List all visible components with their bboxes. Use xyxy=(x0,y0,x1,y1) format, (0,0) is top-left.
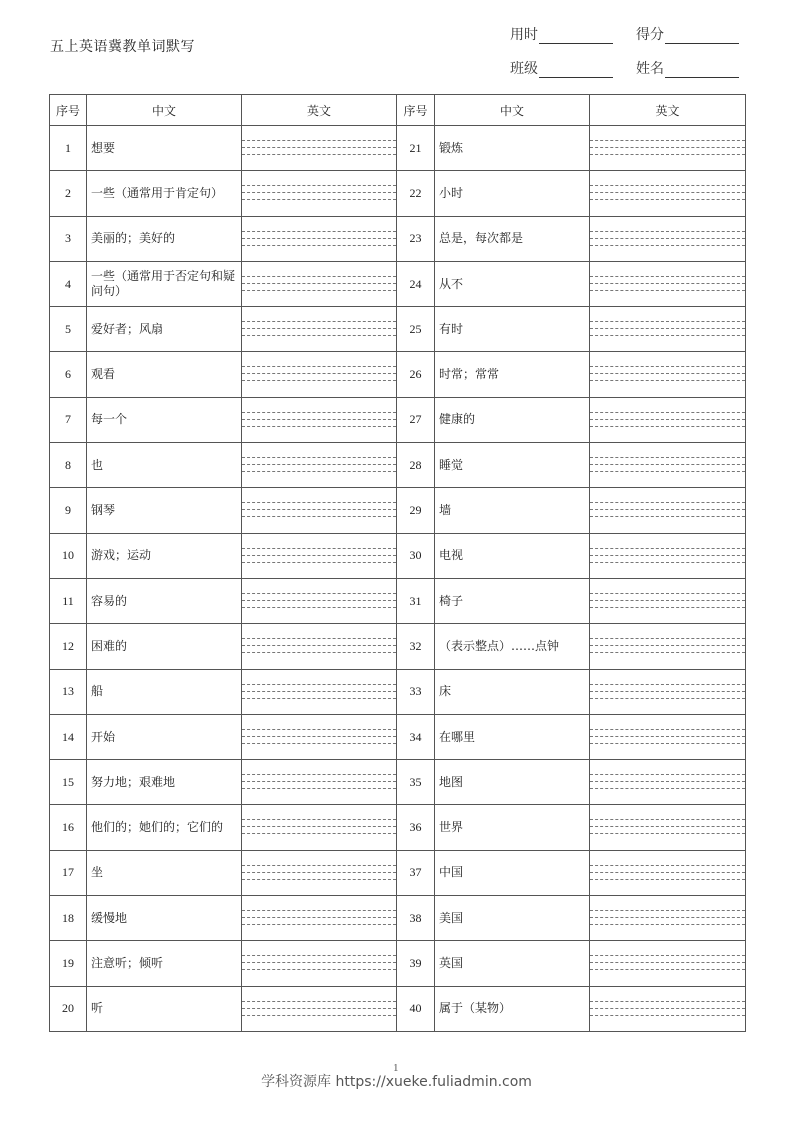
writing-guide-line xyxy=(590,729,745,730)
english-answer-blank[interactable] xyxy=(590,805,746,850)
chinese-meaning: 小时 xyxy=(435,171,590,216)
writing-guide-line xyxy=(590,1001,745,1002)
header-chinese-right: 中文 xyxy=(435,95,590,126)
chinese-meaning: 有时 xyxy=(435,307,590,352)
writing-guide-line xyxy=(242,962,396,963)
writing-guide-line xyxy=(590,471,745,472)
chinese-meaning: 钢琴 xyxy=(87,488,242,533)
writing-guide-line xyxy=(590,245,745,246)
english-answer-blank[interactable] xyxy=(242,443,397,488)
writing-guide-line xyxy=(590,826,745,827)
chinese-meaning: 锻炼 xyxy=(435,126,590,171)
english-answer-blank[interactable] xyxy=(590,126,746,171)
english-answer-blank[interactable] xyxy=(590,714,746,759)
english-answer-blank[interactable] xyxy=(590,850,746,895)
writing-guide-line xyxy=(242,192,396,193)
writing-guide-line xyxy=(242,321,396,322)
chinese-meaning: 坐 xyxy=(87,850,242,895)
english-answer-blank[interactable] xyxy=(590,171,746,216)
writing-guide-line xyxy=(242,276,396,277)
table-row xyxy=(50,578,746,623)
writing-guide-line xyxy=(590,684,745,685)
chinese-meaning: 中国 xyxy=(435,850,590,895)
writing-guide-line xyxy=(590,516,745,517)
time-blank[interactable] xyxy=(539,29,613,44)
writing-guide-line xyxy=(242,917,396,918)
writing-guide-line xyxy=(590,607,745,608)
item-number: 11 xyxy=(50,578,87,623)
english-answer-blank[interactable] xyxy=(590,669,746,714)
writing-guide-line xyxy=(242,645,396,646)
item-number: 6 xyxy=(50,352,87,397)
writing-guide-line xyxy=(242,366,396,367)
page-number: 1 xyxy=(393,1062,399,1074)
item-number: 15 xyxy=(50,760,87,805)
chinese-meaning: 美丽的；美好的 xyxy=(87,216,242,261)
writing-guide-line xyxy=(242,199,396,200)
writing-guide-line xyxy=(242,743,396,744)
writing-guide-line xyxy=(590,555,745,556)
table-row xyxy=(50,126,746,171)
writing-guide-line xyxy=(242,698,396,699)
name-label: 姓名 xyxy=(636,61,664,77)
writing-guide-line xyxy=(590,872,745,873)
chinese-meaning: （表示整点）……点钟 xyxy=(435,624,590,669)
writing-guide-line xyxy=(242,774,396,775)
writing-guide-line xyxy=(242,562,396,563)
writing-guide-line xyxy=(242,826,396,827)
english-answer-blank[interactable] xyxy=(242,624,397,669)
chinese-meaning: 船 xyxy=(87,669,242,714)
table-row xyxy=(50,669,746,714)
chinese-meaning: 英国 xyxy=(435,941,590,986)
item-number: 24 xyxy=(397,261,435,306)
chinese-meaning: 也 xyxy=(87,443,242,488)
writing-guide-line xyxy=(242,910,396,911)
item-number: 28 xyxy=(397,443,435,488)
writing-guide-line xyxy=(242,955,396,956)
writing-guide-line xyxy=(590,962,745,963)
writing-guide-line xyxy=(590,457,745,458)
chinese-meaning: 在哪里 xyxy=(435,714,590,759)
table-row xyxy=(50,760,746,805)
item-number: 29 xyxy=(397,488,435,533)
chinese-meaning: 游戏；运动 xyxy=(87,533,242,578)
writing-guide-line xyxy=(242,516,396,517)
class-field xyxy=(510,58,613,78)
table-row xyxy=(50,171,746,216)
item-number: 18 xyxy=(50,896,87,941)
vocabulary-table xyxy=(49,94,746,1032)
english-answer-blank[interactable] xyxy=(590,986,746,1031)
footer xyxy=(0,1071,793,1091)
item-number: 5 xyxy=(50,307,87,352)
chinese-meaning: 注意听；倾听 xyxy=(87,941,242,986)
writing-guide-line xyxy=(242,412,396,413)
chinese-meaning: 困难的 xyxy=(87,624,242,669)
writing-guide-line xyxy=(590,955,745,956)
chinese-meaning: 健康的 xyxy=(435,397,590,442)
item-number: 13 xyxy=(50,669,87,714)
item-number: 19 xyxy=(50,941,87,986)
chinese-meaning: 爱好者；风扇 xyxy=(87,307,242,352)
score-blank[interactable] xyxy=(665,29,739,44)
writing-guide-line xyxy=(590,924,745,925)
chinese-meaning: 椅子 xyxy=(435,578,590,623)
writing-guide-line xyxy=(242,865,396,866)
writing-guide-line xyxy=(590,562,745,563)
english-answer-blank[interactable] xyxy=(242,669,397,714)
writing-guide-line xyxy=(590,185,745,186)
table-row xyxy=(50,941,746,986)
writing-guide-line xyxy=(242,781,396,782)
chinese-meaning: 想要 xyxy=(87,126,242,171)
english-answer-blank[interactable] xyxy=(242,216,397,261)
writing-guide-line xyxy=(590,645,745,646)
writing-guide-line xyxy=(242,154,396,155)
writing-guide-line xyxy=(242,283,396,284)
table-row xyxy=(50,397,746,442)
writing-guide-line xyxy=(242,593,396,594)
score-label: 得分 xyxy=(636,27,664,43)
english-answer-blank[interactable] xyxy=(590,216,746,261)
header-chinese-left: 中文 xyxy=(87,95,242,126)
english-answer-blank[interactable] xyxy=(242,714,397,759)
writing-guide-line xyxy=(590,373,745,374)
writing-guide-line xyxy=(590,328,745,329)
item-number: 35 xyxy=(397,760,435,805)
header-english-left: 英文 xyxy=(242,95,397,126)
writing-guide-line xyxy=(590,743,745,744)
name-field xyxy=(636,58,739,78)
writing-guide-line xyxy=(242,1015,396,1016)
chinese-meaning: 墙 xyxy=(435,488,590,533)
writing-guide-line xyxy=(242,231,396,232)
writing-guide-line xyxy=(590,548,745,549)
writing-guide-line xyxy=(590,290,745,291)
writing-guide-line xyxy=(242,1008,396,1009)
table-row xyxy=(50,488,746,533)
writing-guide-line xyxy=(590,879,745,880)
table-row xyxy=(50,896,746,941)
english-answer-blank[interactable] xyxy=(242,171,397,216)
writing-guide-line xyxy=(590,154,745,155)
table-row xyxy=(50,307,746,352)
chinese-meaning: 每一个 xyxy=(87,397,242,442)
item-number: 21 xyxy=(397,126,435,171)
score-field xyxy=(636,24,739,44)
writing-guide-line xyxy=(242,548,396,549)
writing-guide-line xyxy=(242,969,396,970)
item-number: 23 xyxy=(397,216,435,261)
writing-guide-line xyxy=(242,652,396,653)
writing-guide-line xyxy=(590,192,745,193)
item-number: 34 xyxy=(397,714,435,759)
table-row xyxy=(50,805,746,850)
english-answer-blank[interactable] xyxy=(242,533,397,578)
english-answer-blank[interactable] xyxy=(242,578,397,623)
writing-guide-line xyxy=(590,865,745,866)
item-number: 12 xyxy=(50,624,87,669)
writing-guide-line xyxy=(242,684,396,685)
english-answer-blank[interactable] xyxy=(242,352,397,397)
chinese-meaning: 努力地；艰难地 xyxy=(87,760,242,805)
writing-guide-line xyxy=(590,600,745,601)
writing-guide-line xyxy=(590,1008,745,1009)
class-label: 班级 xyxy=(510,61,538,77)
item-number: 20 xyxy=(50,986,87,1031)
item-number: 3 xyxy=(50,216,87,261)
english-answer-blank[interactable] xyxy=(590,488,746,533)
writing-guide-line xyxy=(590,283,745,284)
item-number: 14 xyxy=(50,714,87,759)
table-row xyxy=(50,624,746,669)
writing-guide-line xyxy=(242,140,396,141)
english-answer-blank[interactable] xyxy=(242,126,397,171)
english-answer-blank[interactable] xyxy=(590,896,746,941)
chinese-meaning: 听 xyxy=(87,986,242,1031)
writing-guide-line xyxy=(590,335,745,336)
item-number: 9 xyxy=(50,488,87,533)
writing-guide-line xyxy=(242,335,396,336)
item-number: 26 xyxy=(397,352,435,397)
english-answer-blank[interactable] xyxy=(242,805,397,850)
name-blank[interactable] xyxy=(665,63,739,78)
english-answer-blank[interactable] xyxy=(242,261,397,306)
item-number: 30 xyxy=(397,533,435,578)
writing-guide-line xyxy=(242,419,396,420)
item-number: 2 xyxy=(50,171,87,216)
english-answer-blank[interactable] xyxy=(242,941,397,986)
header-number-right: 序号 xyxy=(397,95,435,126)
writing-guide-line xyxy=(590,419,745,420)
writing-guide-line xyxy=(242,245,396,246)
writing-guide-line xyxy=(242,185,396,186)
item-number: 22 xyxy=(397,171,435,216)
writing-guide-line xyxy=(242,380,396,381)
item-number: 27 xyxy=(397,397,435,442)
writing-guide-line xyxy=(242,924,396,925)
item-number: 40 xyxy=(397,986,435,1031)
writing-guide-line xyxy=(242,426,396,427)
writing-guide-line xyxy=(242,147,396,148)
writing-guide-line xyxy=(242,833,396,834)
writing-guide-line xyxy=(590,380,745,381)
writing-guide-line xyxy=(242,691,396,692)
writing-guide-line xyxy=(590,774,745,775)
writing-guide-line xyxy=(242,509,396,510)
chinese-meaning: 总是，每次都是 xyxy=(435,216,590,261)
chinese-meaning: 容易的 xyxy=(87,578,242,623)
writing-guide-line xyxy=(590,147,745,148)
item-number: 10 xyxy=(50,533,87,578)
item-number: 1 xyxy=(50,126,87,171)
writing-guide-line xyxy=(590,199,745,200)
item-number: 33 xyxy=(397,669,435,714)
writing-guide-line xyxy=(590,426,745,427)
writing-guide-line xyxy=(590,691,745,692)
writing-guide-line xyxy=(242,471,396,472)
chinese-meaning: 睡觉 xyxy=(435,443,590,488)
item-number: 32 xyxy=(397,624,435,669)
english-answer-blank[interactable] xyxy=(590,624,746,669)
writing-guide-line xyxy=(590,593,745,594)
english-answer-blank[interactable] xyxy=(242,850,397,895)
writing-guide-line xyxy=(590,502,745,503)
writing-guide-line xyxy=(242,502,396,503)
writing-guide-line xyxy=(590,638,745,639)
writing-guide-line xyxy=(242,555,396,556)
chinese-meaning: 时常；常常 xyxy=(435,352,590,397)
table-row xyxy=(50,443,746,488)
writing-guide-line xyxy=(590,969,745,970)
item-number: 4 xyxy=(50,261,87,306)
chinese-meaning: 属于（某物） xyxy=(435,986,590,1031)
chinese-meaning: 从不 xyxy=(435,261,590,306)
english-answer-blank[interactable] xyxy=(590,352,746,397)
english-answer-blank[interactable] xyxy=(242,760,397,805)
table-row xyxy=(50,986,746,1031)
writing-guide-line xyxy=(590,366,745,367)
english-answer-blank[interactable] xyxy=(242,896,397,941)
class-blank[interactable] xyxy=(539,63,613,78)
table-row xyxy=(50,216,746,261)
chinese-meaning: 地图 xyxy=(435,760,590,805)
table-header-row xyxy=(50,95,746,126)
writing-guide-line xyxy=(590,698,745,699)
writing-guide-line xyxy=(242,290,396,291)
item-number: 8 xyxy=(50,443,87,488)
writing-guide-line xyxy=(590,140,745,141)
writing-guide-line xyxy=(590,652,745,653)
english-answer-blank[interactable] xyxy=(590,397,746,442)
writing-guide-line xyxy=(242,729,396,730)
chinese-meaning: 观看 xyxy=(87,352,242,397)
english-answer-blank[interactable] xyxy=(590,578,746,623)
writing-guide-line xyxy=(590,464,745,465)
writing-guide-line xyxy=(242,879,396,880)
english-answer-blank[interactable] xyxy=(590,533,746,578)
writing-guide-line xyxy=(590,412,745,413)
writing-guide-line xyxy=(242,1001,396,1002)
english-answer-blank[interactable] xyxy=(242,397,397,442)
item-number: 17 xyxy=(50,850,87,895)
table-row xyxy=(50,714,746,759)
writing-guide-line xyxy=(242,600,396,601)
chinese-meaning: 开始 xyxy=(87,714,242,759)
header-number-left: 序号 xyxy=(50,95,87,126)
writing-guide-line xyxy=(242,238,396,239)
writing-guide-line xyxy=(590,321,745,322)
table-row xyxy=(50,352,746,397)
writing-guide-line xyxy=(590,509,745,510)
english-answer-blank[interactable] xyxy=(242,307,397,352)
table-row xyxy=(50,850,746,895)
item-number: 39 xyxy=(397,941,435,986)
writing-guide-line xyxy=(590,788,745,789)
page-title: 五上英语冀教单词默写 xyxy=(50,39,195,55)
writing-guide-line xyxy=(590,917,745,918)
english-answer-blank[interactable] xyxy=(590,261,746,306)
writing-guide-line xyxy=(590,736,745,737)
english-answer-blank[interactable] xyxy=(590,443,746,488)
item-number: 37 xyxy=(397,850,435,895)
english-answer-blank[interactable] xyxy=(590,307,746,352)
item-number: 38 xyxy=(397,896,435,941)
item-number: 7 xyxy=(50,397,87,442)
writing-guide-line xyxy=(590,238,745,239)
writing-guide-line xyxy=(590,833,745,834)
english-answer-blank[interactable] xyxy=(242,488,397,533)
writing-guide-line xyxy=(242,607,396,608)
chinese-meaning: 他们的；她们的；它们的 xyxy=(87,805,242,850)
writing-guide-line xyxy=(590,910,745,911)
english-answer-blank[interactable] xyxy=(590,760,746,805)
item-number: 25 xyxy=(397,307,435,352)
writing-guide-line xyxy=(242,872,396,873)
time-label: 用时 xyxy=(510,27,538,43)
writing-guide-line xyxy=(242,457,396,458)
chinese-meaning: 床 xyxy=(435,669,590,714)
time-field xyxy=(510,24,613,44)
english-answer-blank[interactable] xyxy=(242,986,397,1031)
writing-guide-line xyxy=(590,819,745,820)
table-row xyxy=(50,533,746,578)
writing-guide-line xyxy=(242,819,396,820)
writing-guide-line xyxy=(242,328,396,329)
writing-guide-line xyxy=(242,638,396,639)
chinese-meaning: 电视 xyxy=(435,533,590,578)
table-row xyxy=(50,261,746,306)
chinese-meaning: 美国 xyxy=(435,896,590,941)
chinese-meaning: 世界 xyxy=(435,805,590,850)
footer-source: 学科资源库 https://xueke.fuliadmin.com xyxy=(261,1074,532,1090)
english-answer-blank[interactable] xyxy=(590,941,746,986)
item-number: 16 xyxy=(50,805,87,850)
item-number: 36 xyxy=(397,805,435,850)
header-english-right: 英文 xyxy=(590,95,746,126)
writing-guide-line xyxy=(590,276,745,277)
writing-guide-line xyxy=(590,781,745,782)
chinese-meaning: 缓慢地 xyxy=(87,896,242,941)
writing-guide-line xyxy=(590,1015,745,1016)
writing-guide-line xyxy=(242,736,396,737)
writing-guide-line xyxy=(242,464,396,465)
chinese-meaning: 一些（通常用于否定句和疑问句） xyxy=(87,261,242,306)
writing-guide-line xyxy=(242,788,396,789)
writing-guide-line xyxy=(242,373,396,374)
chinese-meaning: 一些（通常用于肯定句） xyxy=(87,171,242,216)
item-number: 31 xyxy=(397,578,435,623)
writing-guide-line xyxy=(590,231,745,232)
